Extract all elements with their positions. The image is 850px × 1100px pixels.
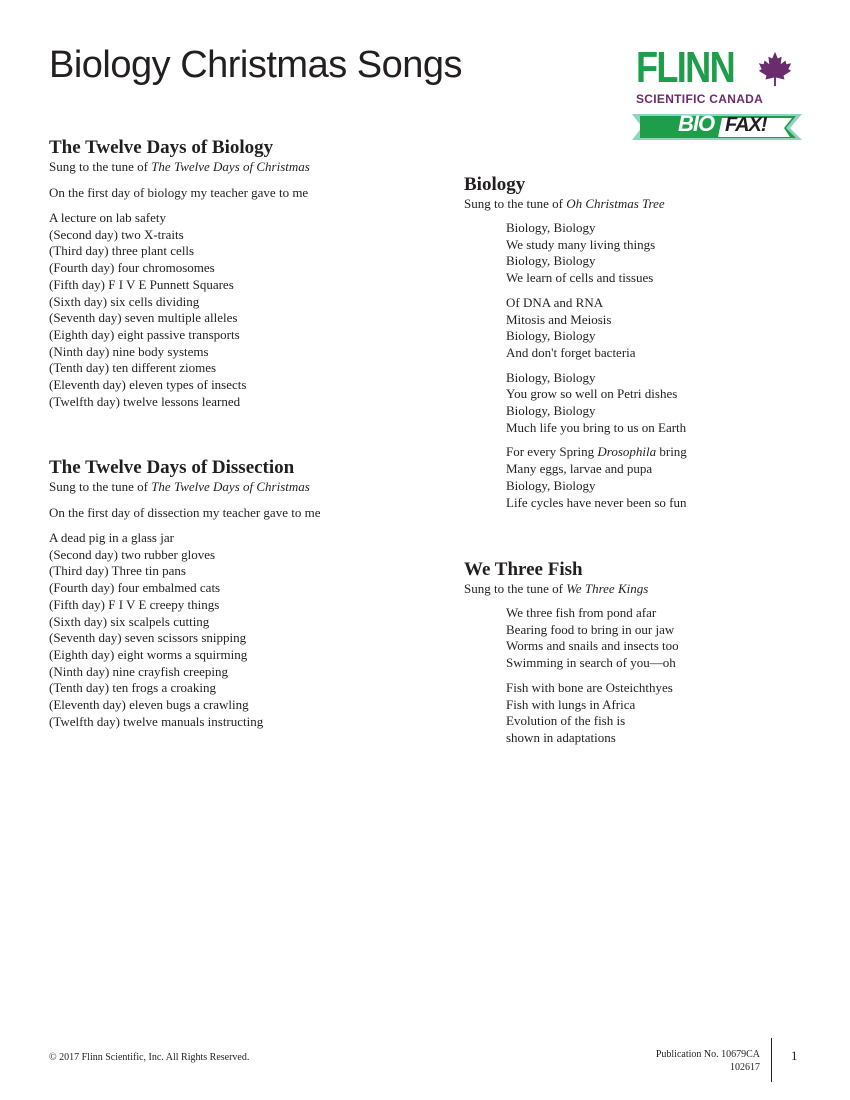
logo-bio: BIO xyxy=(678,111,715,136)
lyric-line: (Fourth day) four chromosomes xyxy=(49,260,215,276)
stanza xyxy=(506,370,687,437)
stanza xyxy=(506,680,679,747)
song-title: The Twelve Days of Dissection xyxy=(49,457,295,478)
lyric-line: We study many living things xyxy=(506,236,656,252)
page-title: Biology Christmas Songs xyxy=(49,44,463,86)
song-tune: Sung to the tune of Oh Christmas Tree xyxy=(464,196,665,211)
lyric-line: (Third day) three plant cells xyxy=(49,243,195,259)
song-lines xyxy=(49,210,310,410)
lyric-line: Bearing food to bring in our jaw xyxy=(506,621,675,637)
song-title: We Three Fish xyxy=(464,559,583,580)
logo-brand: FLINN xyxy=(636,43,735,92)
stanza xyxy=(506,444,687,511)
lyric-line: Biology, Biology xyxy=(506,220,596,235)
lyric-line: (Fifth day) F I V E creepy things xyxy=(49,596,220,612)
lyric-line: (Ninth day) nine crayfish creeping xyxy=(49,663,229,679)
lyric-line: (Second day) two rubber gloves xyxy=(49,546,216,562)
song-title: Biology xyxy=(464,174,526,195)
lyric-line: You grow so well on Petri dishes xyxy=(506,386,678,402)
lyric-line: Fish with lungs in Africa xyxy=(506,696,636,712)
lyric-line: Life cycles have never been so fun xyxy=(506,494,687,510)
lyric-line: (Third day) Three tin pans xyxy=(49,563,186,579)
lyric-line: We learn of cells and tissues xyxy=(506,270,654,286)
lyric-line: (Sixth day) six cells dividing xyxy=(49,293,200,309)
lyric-line: And don't forget bacteria xyxy=(506,344,636,360)
lyric-line: A dead pig in a glass jar xyxy=(49,530,174,545)
lyric-line: Many eggs, larvae and pupa xyxy=(506,461,653,477)
lyric-line: (Eleventh day) eleven bugs a crawling xyxy=(49,697,249,713)
stanza xyxy=(506,295,687,362)
lyric-line: (Fifth day) F I V E Punnett Squares xyxy=(49,276,234,292)
lyric-line: (Eleventh day) eleven types of insects xyxy=(49,377,247,393)
lyric-line: (Eighth day) eight worms a squirming xyxy=(49,646,248,662)
lyric-line: Much life you bring to us on Earth xyxy=(506,419,687,435)
lyric-line: (Second day) two X-traits xyxy=(49,226,184,242)
lyric-line: Evolution of the fish is xyxy=(506,713,626,729)
lyric-line: Biology, Biology xyxy=(506,477,596,493)
stanza xyxy=(506,605,679,672)
song-we-three-fish xyxy=(464,560,679,747)
lyric-line: Swimming in search of you—oh xyxy=(506,655,676,671)
lyric-line: We three fish from pond afar xyxy=(506,605,657,620)
lyric-line: (Eighth day) eight passive transports xyxy=(49,326,240,342)
publication-number: Publication No. 10679CA xyxy=(655,1049,760,1060)
lyric-line: (Twelfth day) twelve manuals instructing xyxy=(49,713,264,729)
song-twelve-days-biology xyxy=(49,138,310,410)
page-number: 1 xyxy=(791,1048,798,1063)
lyric-line: Mitosis and Meiosis xyxy=(506,311,612,327)
footer-divider xyxy=(771,1038,772,1082)
song-lines xyxy=(49,530,320,730)
song-intro: On the first day of dissection my teacher gave to me xyxy=(49,505,321,520)
copyright: © 2017 Flinn Scientific, Inc. All Rights Reserved. xyxy=(49,1052,250,1063)
lyric-line: Of DNA and RNA xyxy=(506,294,604,310)
song-biology xyxy=(464,175,687,511)
song-title: The Twelve Days of Biology xyxy=(49,137,274,158)
lyric-line: For every Spring Drosophila bring xyxy=(506,444,687,460)
lyric-line: Biology, Biology xyxy=(506,403,596,419)
lyric-line: Biology, Biology xyxy=(506,328,596,344)
lyric-line: (Sixth day) six scalpels cutting xyxy=(49,613,210,629)
song-tune: Sung to the tune of We Three Kings xyxy=(464,581,649,596)
lyric-line: A lecture on lab safety xyxy=(49,210,166,225)
biofax-banner xyxy=(632,110,802,142)
lyric-line: (Seventh day) seven scissors snipping xyxy=(49,630,247,646)
lyric-line: Fish with bone are Osteichthyes xyxy=(506,679,673,695)
publication-info xyxy=(656,1048,760,1074)
lyric-line: Biology, Biology xyxy=(506,253,596,269)
song-twelve-days-dissection xyxy=(49,458,320,730)
lyric-line: Worms and snails and insects too xyxy=(506,638,679,654)
logo-fax: FAX! xyxy=(725,114,767,136)
lyric-line: shown in adaptations xyxy=(506,729,616,745)
song-tune: Sung to the tune of The Twelve Days of Christmas xyxy=(49,479,310,494)
stanza xyxy=(506,220,687,287)
logo-subtitle: SCIENTIFIC CANADA xyxy=(636,92,764,106)
lyric-line: (Tenth day) ten different ziomes xyxy=(49,360,217,376)
song-tune: Sung to the tune of The Twelve Days of Christmas xyxy=(49,159,310,174)
lyric-line: (Seventh day) seven multiple alleles xyxy=(49,310,238,326)
lyric-line: (Tenth day) ten frogs a croaking xyxy=(49,680,216,696)
flinn-logo xyxy=(632,43,802,142)
lyric-line: (Fourth day) four embalmed cats xyxy=(49,580,221,596)
maple-leaf-icon xyxy=(756,50,794,88)
lyric-line: Biology, Biology xyxy=(506,369,596,385)
song-intro: On the first day of biology my teacher gave to me xyxy=(49,185,309,200)
lyric-line: (Twelfth day) twelve lessons learned xyxy=(49,393,241,409)
lyric-line: (Ninth day) nine body systems xyxy=(49,343,209,359)
publication-code: 102617 xyxy=(730,1062,760,1073)
